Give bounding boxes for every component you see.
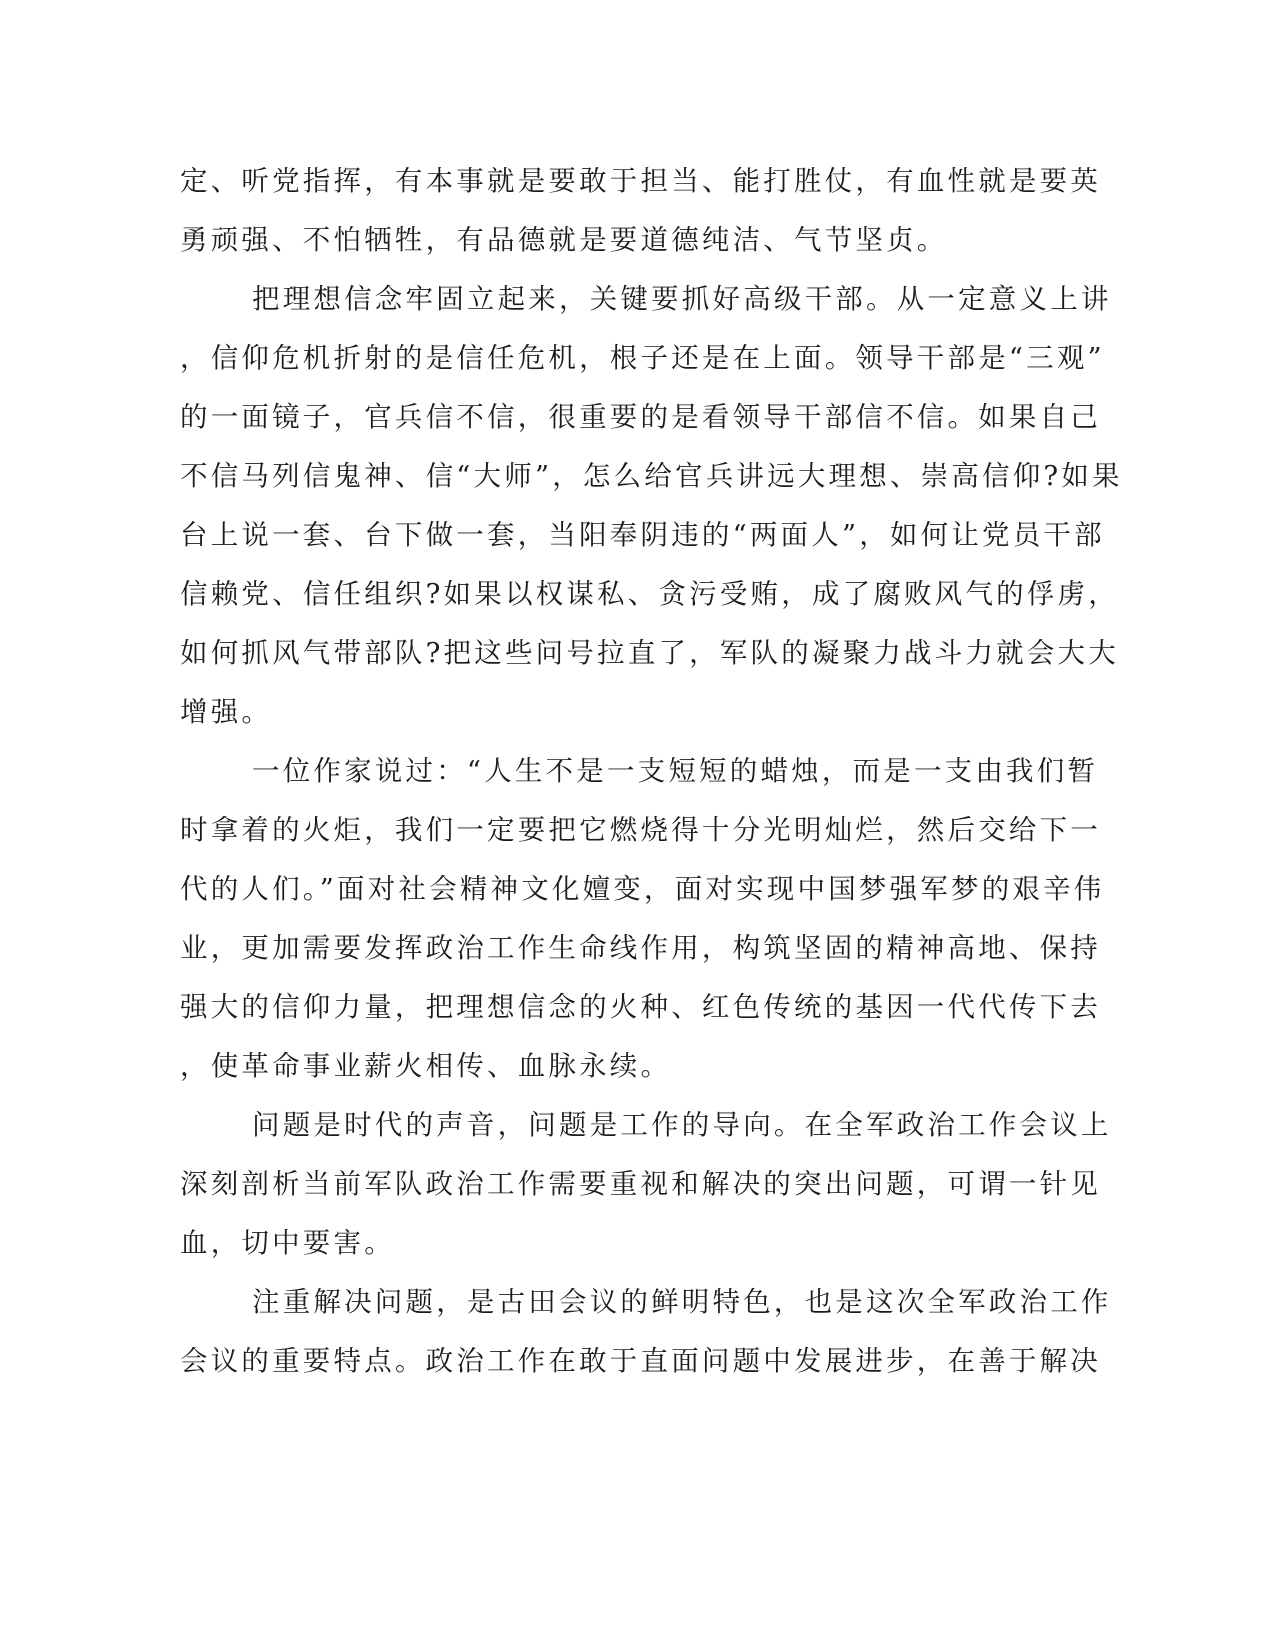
text-line: 台上说一套、台下做一套，当阳奉阴违的“两面人”，如何让党员干部: [180, 519, 1105, 551]
text-line: 业，更加需要发挥政治工作生命线作用，构筑坚固的精神高地、保持: [180, 932, 1101, 964]
text-line: ，信仰危机折射的是信任危机，根子还是在上面。领导干部是“三观”: [180, 342, 1105, 374]
text-line: 的一面镜子，官兵信不信，很重要的是看领导干部信不信。如果自己: [180, 401, 1101, 433]
text-line: ，使革命事业薪火相传、血脉永续。: [180, 1050, 672, 1082]
text-line: 把理想信念牢固立起来，关键要抓好高级干部。从一定意义上讲: [252, 283, 1112, 315]
text-line: 定、听党指挥，有本事就是要敢于担当、能打胜仗，有血性就是要英: [180, 165, 1101, 197]
text-line: 注重解决问题，是古田会议的鲜明特色，也是这次全军政治工作: [252, 1286, 1112, 1318]
text-line: 如何抓风气带部队?把这些问号拉直了，军队的凝聚力战斗力就会大大: [180, 637, 1119, 669]
text-line: 深刻剖析当前军队政治工作需要重视和解决的突出问题，可谓一针见: [180, 1168, 1101, 1200]
text-line: 血，切中要害。: [180, 1227, 395, 1259]
text-line: 问题是时代的声音，问题是工作的导向。在全军政治工作会议上: [252, 1109, 1112, 1141]
text-line: 会议的重要特点。政治工作在敢于直面问题中发展进步，在善于解决: [180, 1345, 1101, 1377]
text-line: 代的人们。”面对社会精神文化嬗变，面对实现中国梦强军梦的艰辛伟: [180, 873, 1105, 905]
text-line: 时拿着的火炬，我们一定要把它燃烧得十分光明灿烂，然后交给下一: [180, 814, 1101, 846]
text-line: 增强。: [180, 696, 273, 728]
text-line: 不信马列信鬼神、信“大师”，怎么给官兵讲远大理想、崇高信仰?如果: [180, 460, 1123, 492]
text-line: 信赖党、信任组织?如果以权谋私、贪污受贿，成了腐败风气的俘虏，: [180, 578, 1119, 610]
text-line: 一位作家说过：“人生不是一支短短的蜡烛，而是一支由我们暂: [252, 755, 1099, 787]
text-line: 强大的信仰力量，把理想信念的火种、红色传统的基因一代代传下去: [180, 991, 1101, 1023]
text-line: 勇顽强、不怕牺牲，有品德就是要道德纯洁、气节坚贞。: [180, 224, 948, 256]
